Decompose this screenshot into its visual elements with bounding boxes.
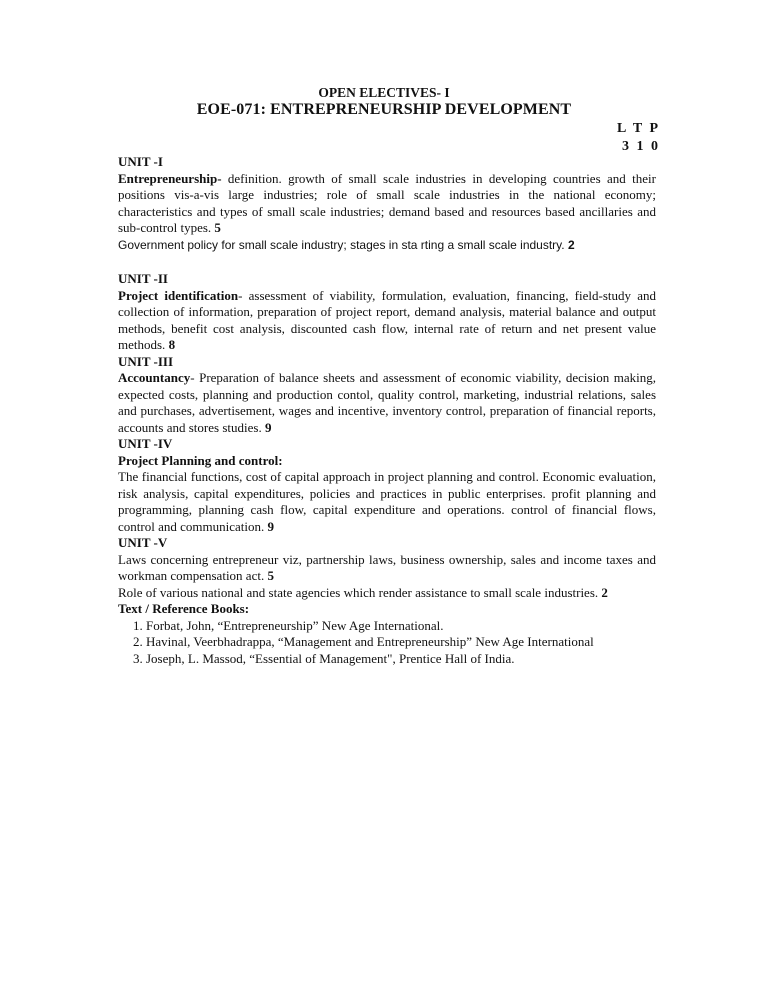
unit-2-hours: 8 [168, 337, 176, 352]
elective-title: OPEN ELECTIVES- I [318, 85, 450, 100]
books-heading: Text / Reference Books: [118, 601, 250, 616]
unit-1-topic: Entrepreneurship- [118, 170, 222, 186]
unit-3-text: Accountancy- Preparation of balance sheets and assessment of economic viability, decision making, expected costs, planning and production contol, quality control, marketing, industrial relations, sales and purchases, advertisement, wages and incentive, inventory control, preparation of financial reports, accounts and stores studies. 9 [118, 370, 656, 435]
unit-3-hours: 9 [264, 419, 272, 435]
unit-1-text-2: Government policy for small scale industry; stages in sta rting a small scale industry. 2 [118, 237, 575, 252]
spacer [118, 253, 656, 271]
unit-1-text: Entrepreneurship- definition. growth of small scale industries in developing countries and their positions vis-a-vis large industries; role of small scale industries in the national economy; characteristics and types of small scale industries; demand based and resources based ancillaries and sub-control types. 5 [118, 170, 656, 235]
unit-1-heading: UNIT -I [118, 154, 163, 169]
unit-1-hours: 5 [214, 220, 221, 235]
unit-5-text-2: Role of various national and state agencies which render assistance to small scale industries. 2 [118, 584, 608, 600]
ltp-values: 3 1 0 [622, 139, 660, 154]
ltp-label: L T P [617, 121, 660, 136]
unit-3-heading: UNIT -III [118, 353, 174, 369]
unit-5-text: Laws concerning entrepreneur viz, partnership laws, business ownership, sales and income taxes and workman compensation act. 5 [118, 551, 656, 583]
unit-4-topic: Project Planning and control: [118, 452, 283, 468]
course-title: EOE-071: ENTREPRENEURSHIP DEVELOPMENT [196, 101, 572, 118]
unit-4-heading: UNIT -IV [118, 436, 173, 451]
unit-5-heading: UNIT -V [118, 535, 168, 550]
unit-2-heading: UNIT -II [118, 271, 168, 286]
unit-5-hours-2: 2 [601, 584, 608, 600]
unit-1-hours-2: 2 [567, 237, 575, 252]
syllabus-content [118, 154, 656, 667]
unit-3-topic: Accountancy [118, 370, 191, 385]
unit-2-topic: Project identification [118, 287, 239, 303]
book-item: 1. Forbat, John, “Entrepreneurship” New Age International. [146, 618, 656, 635]
book-item: 3. Joseph, L. Massod, “Essential of Management", Prentice Hall of India. [146, 651, 656, 668]
unit-2-text: Project identification- assessment of viability, formulation, evaluation, financing, field-study and collection of information, preparation of project report, demand analysis, material balance and output methods, benefit cost analysis, discounted cash flow, internal rate of return and net present value methods. 8 [118, 287, 657, 352]
ltp-block [612, 120, 660, 156]
books-list [118, 618, 656, 668]
unit-4-text: The financial functions, cost of capital approach in project planning and control. Economic evaluation, risk analysis, capital expenditures, policies and practices in public enterprises. profit planning and programming, planning cash flow, capital expenditure and operations. control of financial flows, control and communication. 9 [118, 469, 656, 534]
unit-4-hours: 9 [267, 518, 274, 534]
book-item: 2. Havinal, Veerbhadrappa, “Management and Entrepreneurship” New Age International [146, 634, 656, 651]
unit-5-hours: 5 [267, 568, 274, 583]
